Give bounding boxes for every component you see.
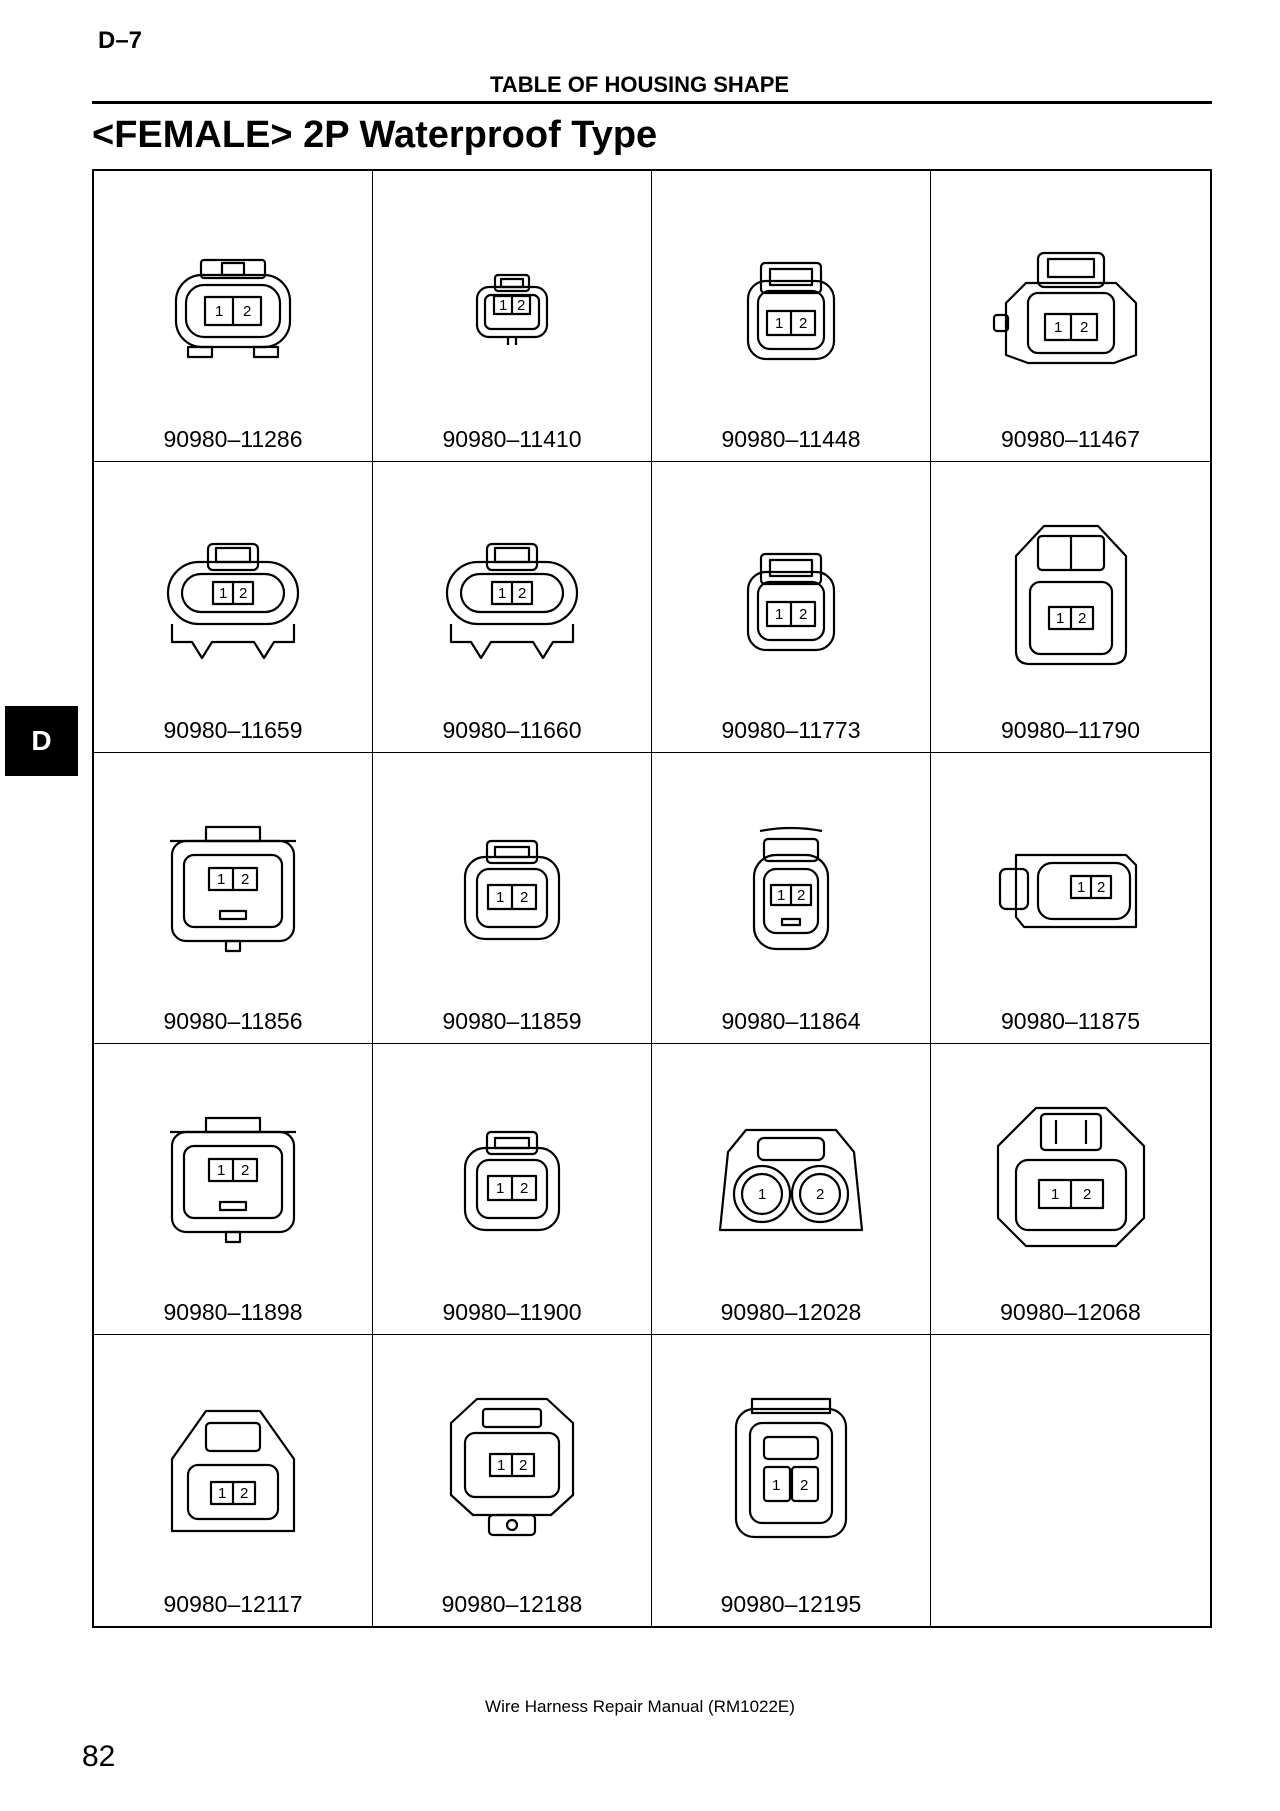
connector-drawing [148, 817, 318, 957]
svg-text:1: 1 [497, 1457, 506, 1474]
connector-drawing [427, 526, 597, 666]
connector-housing-svg [427, 235, 597, 375]
housing-table [92, 169, 1212, 1628]
svg-text:1: 1 [1076, 879, 1085, 896]
connector-cell [373, 753, 652, 1044]
footer-manual-title: Wire Harness Repair Manual (RM1022E) [485, 1697, 795, 1716]
svg-text:2: 2 [1079, 319, 1088, 336]
connector-cell [94, 1044, 373, 1335]
svg-text:1: 1 [772, 1477, 781, 1494]
connector-cell [373, 462, 652, 753]
connector-drawing [148, 1399, 318, 1539]
connector-cell [373, 171, 652, 462]
connector-drawing [706, 235, 876, 375]
connector-housing-svg [148, 526, 318, 666]
part-number: 90980–11900 [442, 1299, 582, 1325]
svg-text:1: 1 [217, 1162, 226, 1179]
connector-drawing [427, 235, 597, 375]
part-number: 90980–11286 [163, 426, 303, 452]
svg-text:1: 1 [758, 1186, 767, 1203]
svg-text:2: 2 [517, 297, 526, 314]
connector-housing-svg [706, 526, 876, 666]
connector-cell [931, 171, 1210, 462]
svg-text:1: 1 [496, 1180, 505, 1197]
svg-text:2: 2 [518, 585, 527, 602]
svg-text:1: 1 [219, 585, 228, 602]
svg-text:1: 1 [215, 303, 224, 320]
connector-drawing [427, 1399, 597, 1539]
connector-cell [94, 753, 373, 1044]
connector-drawing [706, 526, 876, 666]
connector-housing-svg [148, 235, 318, 375]
header-rule [92, 101, 1212, 104]
connector-drawing [706, 1399, 876, 1539]
connector-housing-svg [986, 1399, 1156, 1539]
page-number: 82 [82, 1740, 116, 1773]
connector-cell [652, 462, 931, 753]
part-number: 90980–12117 [163, 1591, 303, 1617]
connector-housing-svg [986, 817, 1156, 957]
connector-housing-svg [706, 1108, 876, 1248]
header-title: TABLE OF HOUSING SHAPE [490, 72, 790, 97]
connector-drawing [986, 235, 1156, 375]
connector-drawing [427, 817, 597, 957]
part-number: 90980–11773 [721, 717, 861, 743]
part-number: 90980–11448 [721, 426, 861, 452]
svg-text:2: 2 [520, 889, 529, 906]
svg-text:1: 1 [1050, 1186, 1059, 1203]
connector-cell [94, 1335, 373, 1626]
part-number: 90980–11467 [1001, 426, 1140, 452]
connector-drawing [706, 1108, 876, 1248]
connector-housing-svg [148, 817, 318, 957]
connector-drawing [148, 1108, 318, 1248]
connector-drawing [706, 817, 876, 957]
connector-cell [652, 753, 931, 1044]
connector-housing-svg [986, 235, 1156, 375]
part-number: 90980–11898 [163, 1299, 303, 1325]
side-tab: D [5, 706, 78, 776]
part-number: 90980–12028 [720, 1299, 862, 1325]
svg-text:2: 2 [243, 303, 252, 320]
connector-housing-svg [986, 526, 1156, 666]
connector-housing-svg [706, 235, 876, 375]
connector-cell [373, 1335, 652, 1626]
connector-housing-svg [427, 1108, 597, 1248]
svg-text:1: 1 [775, 606, 784, 623]
svg-text:1: 1 [217, 871, 226, 888]
part-number: 90980–11660 [442, 717, 582, 743]
svg-text:2: 2 [800, 1477, 809, 1494]
part-number: 90980–11659 [163, 717, 303, 743]
svg-text:2: 2 [799, 315, 808, 332]
empty-cell [931, 1335, 1210, 1626]
svg-text:2: 2 [241, 1162, 250, 1179]
connector-housing-svg [427, 817, 597, 957]
svg-text:2: 2 [1082, 1186, 1091, 1203]
connector-cell [652, 1044, 931, 1335]
connector-cell [652, 171, 931, 462]
connector-drawing [986, 1108, 1156, 1248]
part-number: 90980–11856 [163, 1008, 303, 1034]
part-number: 90980–11864 [721, 1008, 861, 1034]
part-number: 90980–11410 [442, 426, 582, 452]
part-number: 90980–11859 [442, 1008, 582, 1034]
page-title: <FEMALE> 2P Waterproof Type [92, 114, 658, 156]
connector-cell [931, 753, 1210, 1044]
svg-text:2: 2 [520, 1180, 529, 1197]
connector-housing-svg [986, 1108, 1156, 1248]
connector-drawing [986, 526, 1156, 666]
part-number: 90980–11790 [1001, 717, 1140, 743]
connector-cell [931, 462, 1210, 753]
svg-text:2: 2 [816, 1186, 825, 1203]
connector-cell [94, 462, 373, 753]
connector-cell [931, 1044, 1210, 1335]
svg-text:1: 1 [496, 889, 505, 906]
connector-housing-svg [148, 1108, 318, 1248]
connector-drawing [427, 1108, 597, 1248]
svg-text:1: 1 [1053, 319, 1062, 336]
svg-text:2: 2 [799, 606, 808, 623]
connector-cell [373, 1044, 652, 1335]
connector-housing-svg [706, 1399, 876, 1539]
connector-housing-svg [706, 817, 876, 957]
part-number: 90980–12195 [720, 1591, 862, 1617]
svg-text:1: 1 [498, 585, 507, 602]
connector-drawing [148, 235, 318, 375]
svg-text:2: 2 [240, 1485, 249, 1502]
connector-drawing [986, 817, 1156, 957]
part-number: 90980–11875 [1001, 1008, 1140, 1034]
svg-text:2: 2 [241, 871, 250, 888]
connector-housing-svg [427, 526, 597, 666]
svg-text:2: 2 [797, 887, 806, 904]
connector-housing-svg [148, 1399, 318, 1539]
part-number: 90980–12068 [1000, 1299, 1141, 1325]
svg-text:2: 2 [519, 1457, 528, 1474]
svg-text:1: 1 [1055, 610, 1064, 627]
part-number: 90980–12188 [441, 1591, 583, 1617]
connector-cell [94, 171, 373, 462]
section-code: D–7 [98, 27, 143, 54]
svg-text:1: 1 [499, 297, 508, 314]
connector-housing-svg [427, 1399, 597, 1539]
svg-text:2: 2 [1077, 610, 1086, 627]
connector-drawing [148, 526, 318, 666]
connector-cell [652, 1335, 931, 1626]
svg-text:1: 1 [777, 887, 786, 904]
svg-text:1: 1 [775, 315, 784, 332]
connector-drawing [986, 1399, 1156, 1539]
svg-text:1: 1 [218, 1485, 227, 1502]
svg-text:2: 2 [1096, 879, 1105, 896]
svg-text:2: 2 [239, 585, 248, 602]
